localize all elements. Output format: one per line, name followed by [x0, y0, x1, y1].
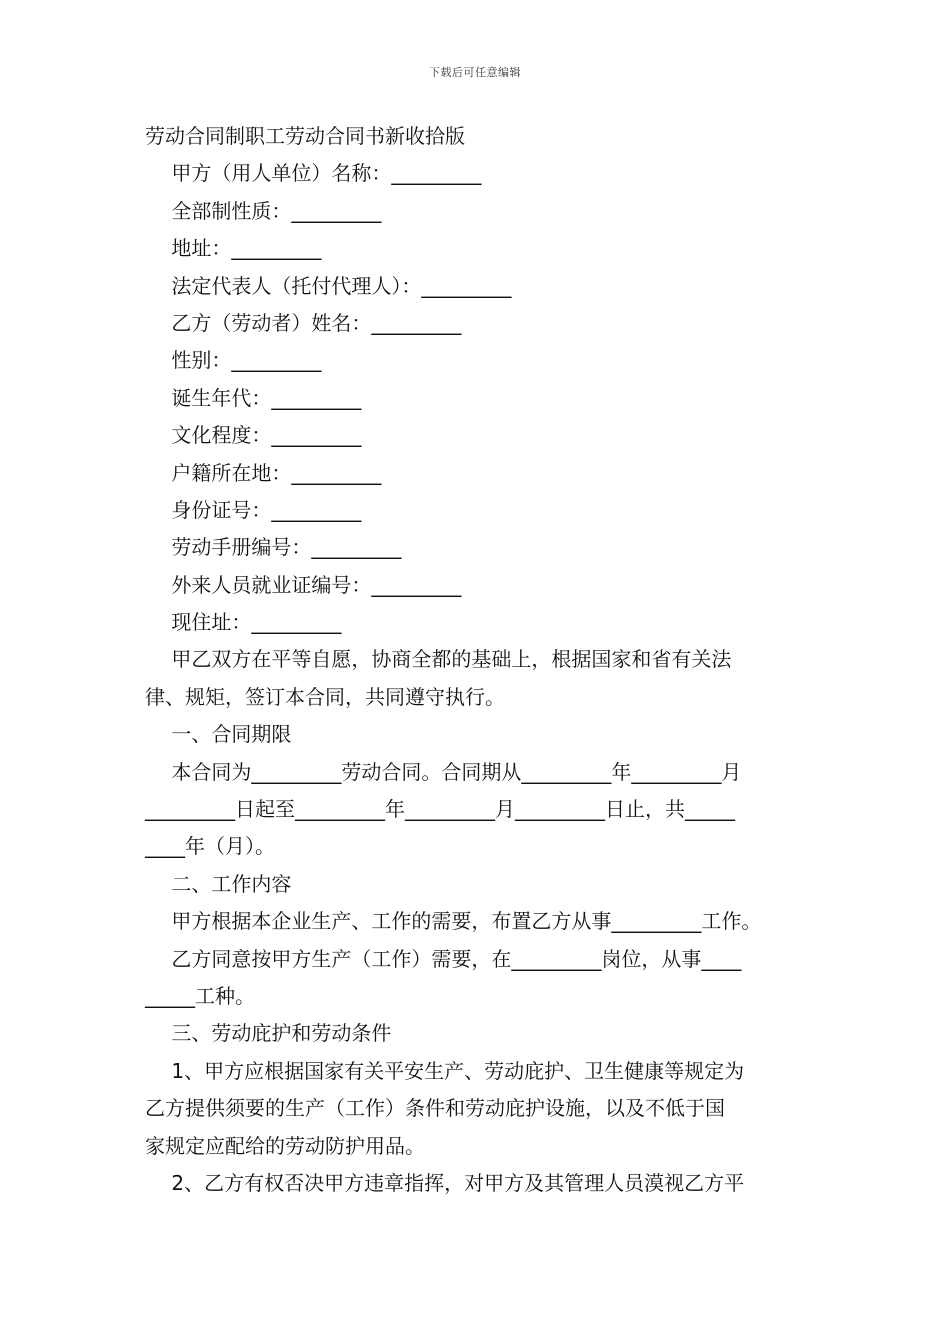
document-title: 劳动合同制职工劳动合同书新收拾版: [145, 124, 465, 148]
field-employment-permit-number: 外来人员就业证编号：_________: [165, 572, 462, 597]
paragraph-term-line-1: 本合同为_________劳动合同。合同期从_________年_________月: [165, 759, 742, 784]
paragraph-term-line-2: _________日起至_________年_________月_________日止，共_____: [145, 797, 735, 822]
field-address: 地址：_________: [165, 236, 322, 261]
paragraph-work-agreement-line-1: 乙方同意按甲方生产（工作）需要，在_________岗位，从事____: [165, 946, 742, 971]
field-current-address: 现住址：_________: [165, 610, 342, 635]
field-employee-name: 乙方（劳动者）姓名：_________: [165, 310, 462, 335]
section-heading-work-content: 二、工作内容: [165, 871, 292, 896]
paragraph-protection-2-line-1: 2、乙方有权否决甲方违章指挥，对甲方及其管理人员漠视乙方平: [165, 1170, 745, 1195]
field-legal-representative: 法定代表人（托付代理人）：_________: [165, 273, 512, 298]
paragraph-term-line-3: ____年（月）。: [145, 834, 275, 859]
field-id-number: 身份证号：_________: [165, 497, 362, 522]
field-birth-date: 诞生年代：_________: [165, 385, 362, 410]
paragraph-protection-1-line-1: 1、甲方应根据国家有关平安生产、劳动庇护、卫生健康等规定为: [165, 1058, 745, 1083]
section-heading-contract-term: 一、合同期限: [165, 722, 292, 747]
field-education: 文化程度：_________: [165, 423, 362, 448]
page-header-note: 下载后可任意编辑: [429, 66, 521, 79]
field-household-registration: 户籍所在地：_________: [165, 460, 382, 485]
paragraph-work-assignment: 甲方根据本企业生产、工作的需要，布置乙方从事_________工作。: [165, 909, 762, 934]
paragraph-preamble-line-1: 甲乙双方在平等自愿，协商全都的基础上，根据国家和省有关法: [165, 647, 732, 672]
field-ownership-type: 全部制性质：_________: [165, 198, 382, 223]
paragraph-protection-1-line-3: 家规定应配给的劳动防护用品。: [145, 1133, 425, 1158]
contract-document: [145, 118, 810, 1202]
field-labor-handbook-number: 劳动手册编号：_________: [165, 535, 402, 560]
paragraph-protection-1-line-2: 乙方提供须要的生产（工作）条件和劳动庇护设施，以及不低于国: [145, 1096, 725, 1121]
paragraph-work-agreement-line-2: _____工种。: [145, 983, 255, 1008]
section-heading-labor-protection: 三、劳动庇护和劳动条件: [165, 1021, 392, 1046]
field-employer-name: 甲方（用人单位）名称：_________: [165, 161, 482, 186]
paragraph-preamble-line-2: 律、规矩，签订本合同，共同遵守执行。: [145, 684, 505, 709]
field-gender: 性别：_________: [165, 348, 322, 373]
